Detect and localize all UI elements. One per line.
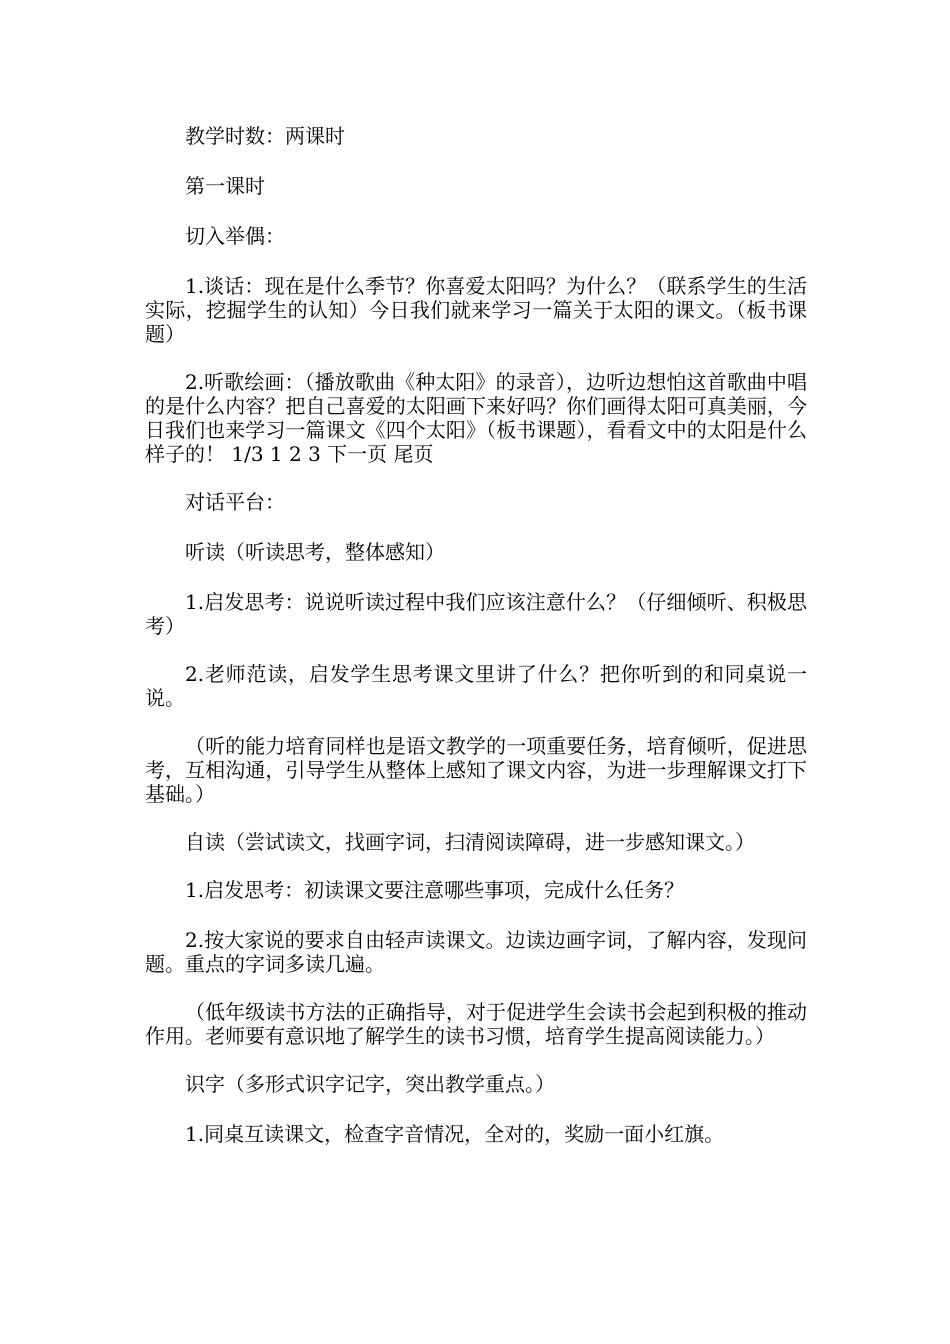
paragraph-intro-item-2: 2.听歌绘画：（播放歌曲《种太阳》的录音），边听边想怕这首歌曲中唱的是什么内容？把自己喜爱的太阳画下来好吗？你们画得太阳可真美丽，今日我们也来学习一篇课文《四个太阳》（板书课题），看看文中的太阳是什么样子的！ 1/3 1 2 3 下一页 尾页 [145,370,807,466]
paragraph-listening-item-2: 2.老师范读，启发学生思考课文里讲了什么？把你听到的和同桌说一说。 [145,662,807,710]
document-body [145,124,807,1172]
paragraph-literacy-item-1: 1.同桌互读课文，检查字音情况，全对的，奖励一面小红旗。 [185,1122,725,1146]
paragraph-literacy-heading: 识字（多形式识字记字，突出教学重点。） [185,1072,555,1096]
paragraph-listening-item-1: 1.启发思考：说说听读过程中我们应该注意什么？（仔细倾听、积极思考） [145,590,807,638]
paragraph-self-reading-heading: 自读（尝试读文，找画字词，扫清阅读障碍，进一步感知课文。） [185,830,755,854]
paragraph-listening-heading: 听读（听读思考，整体感知） [185,540,445,564]
paragraph-self-reading-note: （低年级读书方法的正确指导，对于促进学生会读书会起到积极的推动作用。老师要有意识地了解学生的读书习惯，培育学生提高阅读能力。） [145,1000,807,1048]
paragraph-listening-note: （听的能力培育同样也是语文教学的一项重要任务，培育倾听，促进思考，互相沟通，引导学生从整体上感知了课文内容，为进一步理解课文打下基础。） [145,734,807,806]
paragraph-intro-item-1: 1.谈话：现在是什么季节？你喜爱太阳吗？为什么？（联系学生的生活实际，挖掘学生的认知）今日我们就来学习一篇关于太阳的课文。（板书课题） [145,274,807,346]
paragraph-self-reading-item-2: 2.按大家说的要求自由轻声读课文。边读边画字词，了解内容，发现问题。重点的字词多读几遍。 [145,928,807,976]
paragraph-dialogue-heading: 对话平台： [185,490,285,514]
paragraph-first-lesson: 第一课时 [185,174,265,198]
paragraph-intro-heading: 切入举偶： [185,224,285,248]
paragraph-self-reading-item-1: 1.启发思考：初读课文要注意哪些事项，完成什么任务？ [185,878,685,902]
paragraph-teaching-hours: 教学时数：两课时 [185,124,345,148]
